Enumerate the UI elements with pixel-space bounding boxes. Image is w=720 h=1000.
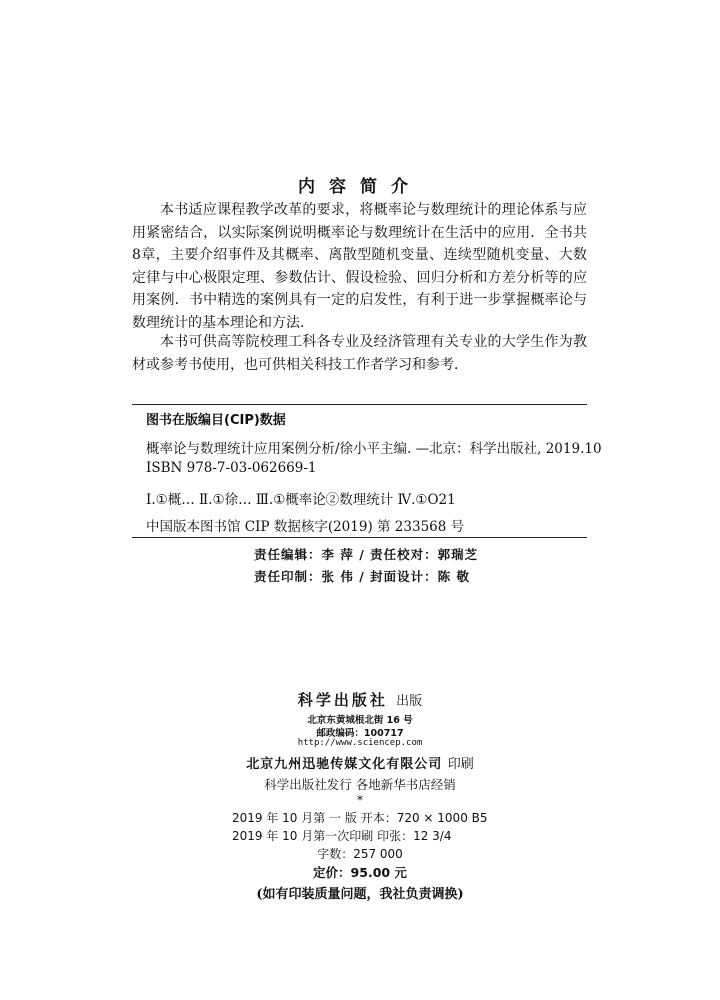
printer-line: [0, 753, 720, 772]
printer-tag: 印刷: [447, 757, 474, 772]
staff-production: 责任印制：张 伟 / 封面设计：陈 敬: [254, 569, 470, 584]
word-count: 字数：257 000: [317, 847, 403, 861]
edition-line: 2019 年 10 月第 一 版 开本：720 × 1000 B5: [232, 811, 488, 825]
summary-title: 内容简介: [298, 177, 422, 197]
publisher-url: http://www.sciencep.com: [297, 738, 423, 748]
quality-notice: (如有印装质量问题，我社负责调换): [256, 887, 464, 902]
publisher-postcode: 邮政编码：100717: [316, 728, 404, 739]
cip-top-divider: [132, 404, 587, 405]
publisher-tag: 出版: [396, 694, 423, 709]
publisher-address: 北京东黄城根北街 16 号: [307, 715, 413, 726]
summary-paragraph-1: 本书适应课程教学改革的要求，将概率论与数理统计的理论体系与应用紧密结合，以实际案例说明概率论与数理统计在生活中的应用．全书共8章，主要介绍事件及其概率、离散型随机变量、连续型随机变量、大数定律与中心极限定理、参数估计、假设检验、回归分析和方差分析等的应用案例．书中精选的案例具有一定的启发性，有利于进一步掌握概率论与数理统计的基本理论和方法．: [132, 202, 587, 331]
cip-title: 图书在版编目(CIP)数据: [146, 413, 286, 428]
separator-star: *: [357, 793, 363, 807]
cip-bottom-divider: [132, 537, 587, 538]
price: 定价：95.00 元: [313, 865, 407, 880]
cip-line-record-number: 中国版本图书馆 CIP 数据核字(2019) 第 233568 号: [146, 519, 465, 535]
staff-editors: 责任编辑：李 萍 / 责任校对：郭瑞芝: [254, 547, 479, 562]
summary-paragraph-2: 本书可供高等院校理工科各专业及经济管理有关专业的大学生作为教材或参考书使用，也可供相关科技工作者学习和参考．: [132, 334, 587, 373]
cip-line-title-author: 概率论与数理统计应用案例分析/徐小平主编. —北京：科学出版社, 2019.10: [146, 441, 602, 457]
printer-name: 北京九州迅驰传媒文化有限公司: [246, 757, 443, 772]
printing-line: 2019 年 10 月第一次印刷 印张：12 3/4: [232, 829, 452, 843]
cip-line-isbn: ISBN 978-7-03-062669-1: [146, 460, 317, 476]
publisher-line: [0, 689, 720, 710]
cip-line-subjects: Ⅰ.①概… Ⅱ.①徐… Ⅲ.①概率论②数理统计 Ⅳ.①O21: [146, 492, 456, 508]
distribution-line: 科学出版社发行 各地新华书店经销: [264, 777, 456, 792]
publisher-name: 科学出版社: [297, 691, 388, 709]
